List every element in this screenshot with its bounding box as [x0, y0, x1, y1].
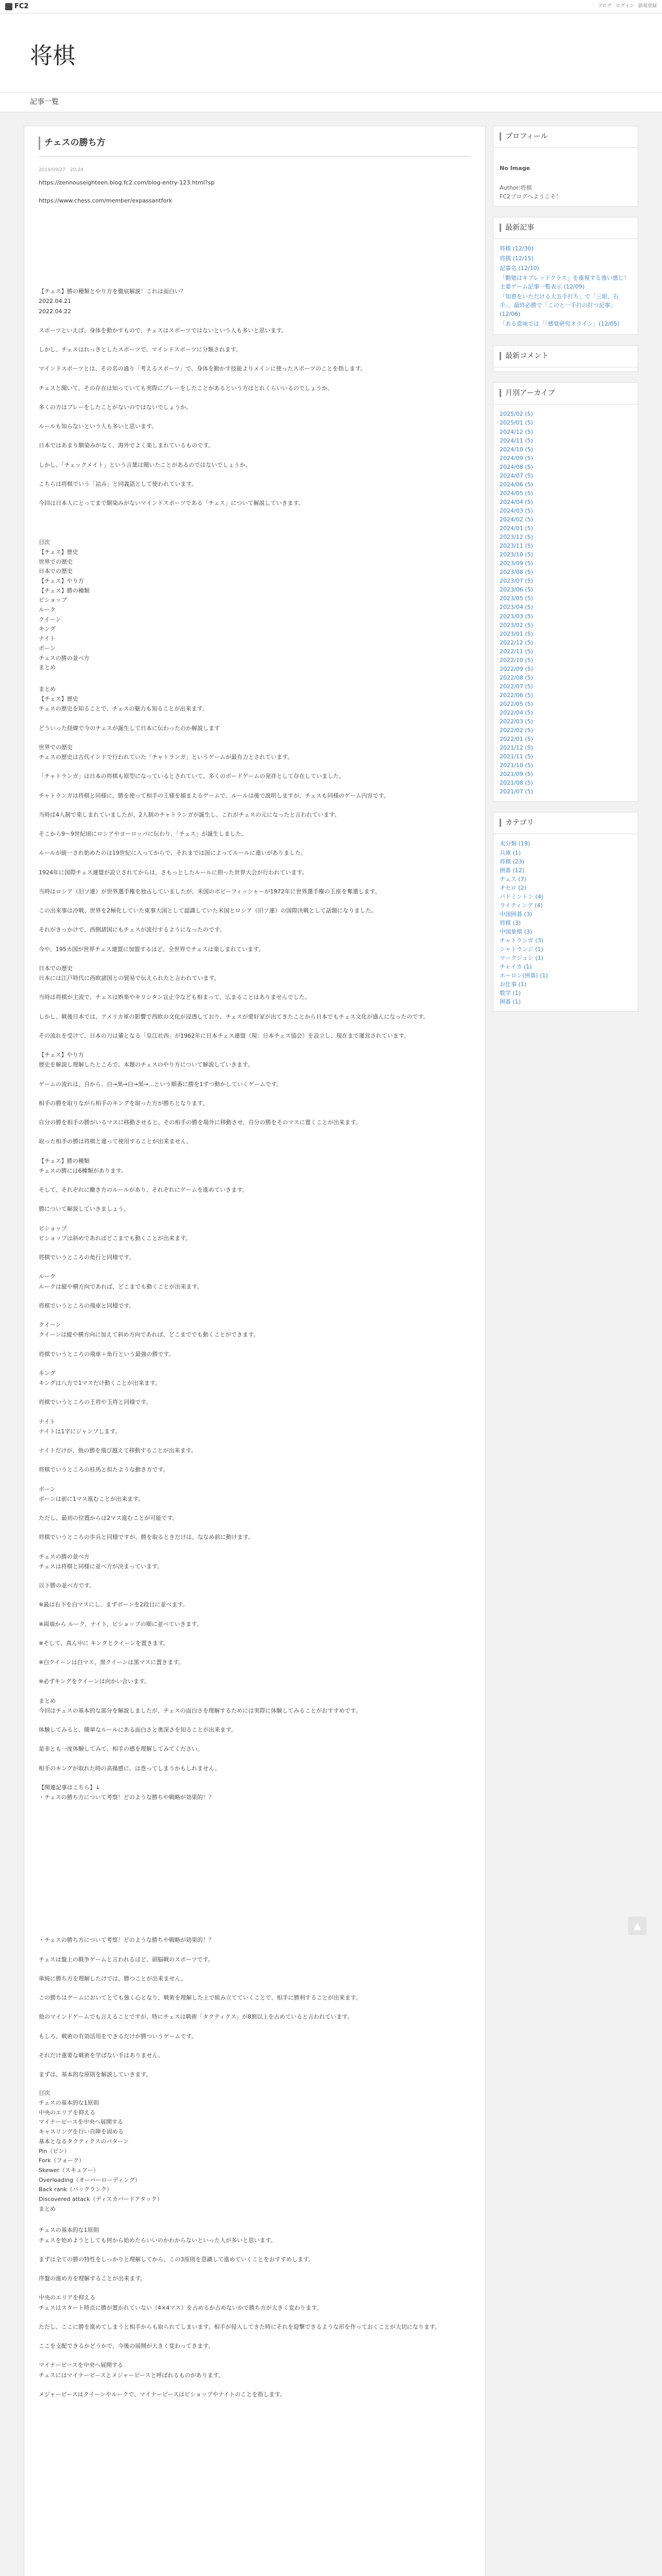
fc2-logo-icon [5, 3, 12, 10]
archive-link[interactable]: 2022/05 (5) [500, 700, 533, 707]
archive-link[interactable]: 2024/03 (5) [500, 507, 533, 514]
archive-link[interactable]: 2022/10 (5) [500, 656, 533, 664]
category-box [493, 812, 638, 1012]
category-item[interactable] [500, 936, 632, 945]
category-link[interactable]: ホーロン(囲碁) (1) [500, 972, 548, 979]
archive-link[interactable]: 2023/04 (5) [500, 604, 533, 611]
intro-paragraph: 日本ではあまり馴染みがなく、海外でよく楽しまれているものです。 [39, 442, 214, 449]
history-paragraph: 日本での歴史 日本には江戸時代に西欧諸国との貿易で伝えられたと言われています。 [39, 964, 220, 982]
table-of-contents-2: 目次 チェスの基本的な1原則 中央のエリアを抑える マイナーピースを中央へ展開する キャスリングを行い自陣を固める 基本となるタクティクスのパターン Pin（ピン） Fork（フォーク） Skewer（スキュアー） Overloading（オーバーローディング） Back rank（バックランク） Discovered attack（ディスカバードアタック） まとめ [39, 2090, 163, 2212]
archive-link[interactable]: 2024/06 (5) [500, 481, 533, 488]
category-link[interactable]: 中国囲碁 (3) [500, 910, 533, 918]
archive-item[interactable] [500, 541, 632, 550]
category-link[interactable]: シャトランジ (1) [500, 946, 543, 953]
archive-link[interactable]: 2023/08 (5) [500, 569, 533, 576]
history-paragraph: どういった経緯で今のチェスが誕生して日本に伝わったのか解説します [39, 724, 220, 732]
rules-paragraph: ビショップ ビショップは斜めであればどこまでも動くことが出来ます。 [39, 1225, 191, 1242]
category-item[interactable] [500, 971, 632, 980]
archive-item[interactable] [500, 638, 632, 647]
fc2-links [598, 3, 657, 10]
principles-paragraph: 序盤の進め方を理解することが出来ます。 [39, 2275, 146, 2282]
archive-link[interactable]: 2024/05 (5) [500, 489, 533, 497]
history-paragraph: 当時はロシア（旧ソ連）が世界選手権を独占していましたが、米国のボビーフィッシャーが1972年に世界選手権の王座を奪還します。 [39, 888, 381, 895]
history-paragraph: 今や、195カ国が世界チェス連盟に加盟するほど、全世界でチェスは楽しまれています。 [39, 945, 264, 953]
archive-item[interactable] [500, 524, 632, 533]
site-title[interactable]: 将棋 [30, 43, 75, 69]
category-item[interactable] [500, 997, 632, 1006]
recent-article-link[interactable]: 「勤勉はキブレッドクラス」を重視する強い感じ！主要ゲーム記事一覧表示 (12/09) [500, 275, 630, 291]
profile-author: Author:将棋 [500, 184, 532, 191]
history-paragraph: チャトランガは将棋と同様に、勝を使って相手の王様を捕まえるゲームで、ルールは後で説明しますが、チェスも同様のゲーム内容です。 [39, 792, 390, 799]
recent-article-link[interactable]: 将棋 (12/15) [500, 255, 534, 262]
archive-link[interactable]: 2024/02 (5) [500, 516, 533, 523]
archive-item[interactable] [500, 691, 632, 700]
category-link[interactable]: 数学 (1) [500, 990, 521, 997]
archive-link[interactable]: 2024/11 (5) [500, 437, 533, 444]
rules-paragraph: 将棋でいうところの桂馬と似たような動き方です。 [39, 1466, 169, 1473]
archive-link[interactable]: 2023/03 (5) [500, 613, 533, 620]
archive-item[interactable] [500, 577, 632, 585]
archive-item[interactable] [500, 568, 632, 577]
archive-link[interactable]: 2023/06 (5) [500, 586, 533, 594]
archive-link[interactable]: 2022/12 (5) [500, 639, 533, 646]
archive-link[interactable]: 2023/01 (5) [500, 630, 533, 637]
category-link[interactable]: 囲碁 (12) [500, 867, 525, 874]
entry-url-2[interactable]: https://www.chess.com/member/expassantfork [39, 197, 172, 204]
tactics-paragraph: それだけ重要な戦術を学ばない手はありません。 [39, 2052, 164, 2059]
rules-paragraph: ※必ずキングをクイーンは向かい合います。 [39, 1678, 150, 1685]
rules-paragraph: ※両端から ルーク、ナイト、ビショップの順に並べていきます。 [39, 1620, 203, 1628]
recent-articles-box [493, 217, 638, 335]
archive-item[interactable] [500, 498, 632, 506]
recent-article-item[interactable] [500, 274, 632, 291]
principles-paragraph: まずは全ての勝の特性をしっかりと理解してから、この3原則を意識して進めていくことをおすすめします。 [39, 2256, 315, 2263]
archive-item[interactable] [500, 612, 632, 621]
tactics-paragraph: この勝ちはゲームにおいてとても強く心となり、戦術を理解した上で組み立てていくことで、相手に勝利することが出来ます。 [39, 1994, 361, 2002]
category-link[interactable]: 未分類 (19) [500, 840, 531, 848]
archive-item[interactable] [500, 603, 632, 612]
rules-paragraph: 取った相手の勝は将棋と違って使用することが出来ません。 [39, 1138, 192, 1145]
principles-paragraph: チェスの基本的な1原則 チェスを始めようとしても何から始めたらいいのかわからないといった人が多いと思います。 [39, 2227, 276, 2244]
archive-link[interactable]: 2022/02 (5) [500, 727, 533, 734]
archive-link[interactable]: 2022/03 (5) [500, 718, 533, 725]
archive-item[interactable] [500, 621, 632, 630]
rules-paragraph: 【チェス】勝の種類 チェスの勝には6種類があります。 [39, 1157, 127, 1174]
rules-paragraph: 【チェス】やり方 歴史を解説し理解したところで、本題のチェスのやり方について解説していきます。 [39, 1052, 254, 1069]
intro-paragraph: マインドスポーツとは、その名の通り「考えるスポーツ」で、身体を動かす技能よりメインに使ったスポーツのことを指します。 [39, 365, 367, 372]
category-title: カテゴリ [493, 812, 638, 834]
archive-link[interactable]: 2022/11 (5) [500, 648, 533, 655]
category-item[interactable] [500, 892, 632, 901]
archive-item[interactable] [500, 726, 632, 735]
recent-article-link[interactable]: 「知恵をいただける大五手打ち」で「三組、右手」、最終必勝で「このと一手打の打つ記事」(12/06) [500, 293, 619, 318]
archive-link[interactable]: 2024/01 (5) [500, 525, 533, 532]
archive-link[interactable]: 2023/07 (5) [500, 578, 533, 585]
archive-link[interactable]: 2022/08 (5) [500, 674, 533, 681]
tactics-paragraph: チェスは盤上の戦争ゲームと言われるほど、頭脳戦のスポーツです。 [39, 1956, 214, 1963]
archive-link[interactable]: 2021/08 (5) [500, 779, 533, 787]
category-item[interactable] [500, 919, 632, 927]
archive-item[interactable] [500, 700, 632, 708]
archive-title: 月別アーカイブ [493, 383, 638, 404]
recent-article-link[interactable]: 「ある意味では「「感覚研究オライン」(12/05) [500, 320, 620, 328]
archive-link[interactable]: 2023/09 (5) [500, 560, 533, 567]
main-column [24, 126, 486, 2576]
category-link[interactable]: お仕事 (1) [500, 981, 527, 988]
archive-link[interactable]: 2025/02 (5) [500, 411, 533, 418]
archive-item[interactable] [500, 665, 632, 673]
category-item[interactable] [500, 954, 632, 962]
archive-item[interactable] [500, 708, 632, 717]
archive-link[interactable]: 2024/07 (5) [500, 472, 533, 479]
category-item[interactable] [500, 980, 632, 989]
principles-paragraph: マイナーピースを中央へ展開する チェスにはマイナーピースとメジャーピースと呼ばれるものがあります。 [39, 2362, 224, 2379]
rules-paragraph: ナイト ナイトは1字にジャンプします。 [39, 1418, 121, 1435]
rules-paragraph: キング キングは八方で1マスだけ動くことが出来ます。 [39, 1369, 161, 1387]
intro-paragraph: ルールも知らないという人も多いと思います。 [39, 423, 157, 430]
entry-header [39, 137, 471, 157]
category-link[interactable]: チャトランガ (3) [500, 937, 543, 944]
recent-article-item[interactable] [500, 319, 632, 328]
archive-item[interactable] [500, 463, 632, 471]
related-article-anchor[interactable]: ・チェスの勝ち方について考察！どのような勝ちや戦略が効果的！？ [39, 1937, 214, 1944]
category-link[interactable]: 兵庫 (1) [500, 849, 521, 856]
fc2-logo[interactable] [5, 2, 28, 12]
sidebar [493, 126, 638, 2576]
history-paragraph: その流れを受けて、日本の刀は輩となる「皇江社西」が1962年に日本チェス連盟（現：日本チェス協会）を設立し、現在まで運営されています。 [39, 1032, 410, 1039]
entry-title[interactable]: チェスの勝ち方 [39, 137, 471, 150]
archive-link[interactable]: 2022/07 (5) [500, 683, 533, 690]
principles-paragraph: メジャーピースはクイーンやルークで、マイナーピースはビショップやナイトのことを指します。 [39, 2391, 286, 2398]
archive-link[interactable]: 2021/12 (5) [500, 744, 533, 752]
rules-paragraph: ルーク ルークは縦や横方向であれば、どこまでも動くことが出来ます。 [39, 1273, 203, 1290]
archive-link[interactable]: 2022/01 (5) [500, 736, 533, 743]
history-paragraph: 当時は将棋が主流で、チェスは娯楽やキリシタン宣止令なども相まって、広まることはありませんでした。 [39, 994, 310, 1001]
rules-paragraph: 将棋でいうところの飛車と同様です。 [39, 1302, 135, 1309]
category-link[interactable]: 将棋 (3) [500, 919, 521, 926]
category-item[interactable] [500, 839, 632, 848]
recent-article-item[interactable] [500, 244, 632, 253]
rules-paragraph: 自分の勝を相手の勝がいるマスに移動させると、その相手の勝を場外に移動させ、自分の勝をそのマスに置くことが出来ます。 [39, 1119, 361, 1126]
archive-item[interactable] [500, 489, 632, 498]
archive-item[interactable] [500, 480, 632, 489]
archive-link[interactable]: 2022/09 (5) [500, 665, 533, 672]
archive-item[interactable] [500, 471, 632, 480]
rules-paragraph: ※最は右下を白マスにし、まずポーンを2段目に並べます。 [39, 1601, 189, 1608]
entry-meta: 2019/09/27 20:24 [39, 167, 84, 173]
intro-paragraph: 多くの方はプレーをしたことがないのではないでしょうか。 [39, 403, 192, 411]
archive-link[interactable]: 2023/10 (5) [500, 551, 533, 558]
profile-box [493, 126, 638, 207]
archive-link[interactable]: 2023/11 (5) [500, 543, 533, 550]
entry-date-label: 【チェス】勝の種類とやり方を徹底解説！これは面白い？ 2022.04.21 2022.04.22 [39, 288, 186, 315]
archive-item[interactable] [500, 647, 632, 656]
table-of-contents: 目次 【チェス】歴史 世界での歴史 日本での歴史 【チェス】やり方 【チェス】勝の種類 ビショップ ルーク クイーン キング ナイト ポーン チェスの勝の並べ方 まとめ [39, 539, 90, 671]
archive-item[interactable] [500, 787, 632, 796]
archive-link[interactable]: 2024/10 (5) [500, 446, 533, 453]
scroll-top-button[interactable] [628, 1917, 647, 1935]
archive-box [493, 382, 638, 802]
category-item[interactable] [500, 849, 632, 857]
archive-item[interactable] [500, 630, 632, 638]
rules-paragraph: 将棋でいうところの角行と同様です。 [39, 1254, 135, 1261]
category-link[interactable]: マークジュシ (1) [500, 955, 543, 962]
intro-paragraph: スポーツといえば、身体を動かすもので、チェスはスポーツではないという人も多いと思います。 [39, 327, 287, 334]
history-paragraph: 世界での歴史 チェスの歴史は古代インドで行われていた「チャトランガ」というゲームが最有力とされています。 [39, 743, 293, 761]
archive-item[interactable] [500, 761, 632, 770]
archive-item[interactable] [500, 418, 632, 427]
archive-item[interactable] [500, 673, 632, 682]
profile-desc: FC2ブログへようこそ！ [500, 193, 562, 200]
archive-item[interactable] [500, 778, 632, 787]
profile-avatar: No Image [500, 164, 530, 172]
archive-item[interactable] [500, 428, 632, 436]
tactics-paragraph: もしろ、戦術の有効活用をできるだけが勝ついうゲームです。 [39, 2032, 197, 2040]
archive-item[interactable] [500, 506, 632, 515]
fc2-link-blog[interactable]: ブログ [598, 3, 612, 9]
archive-item[interactable] [500, 410, 632, 418]
category-item[interactable] [500, 989, 632, 997]
archive-item[interactable] [500, 717, 632, 726]
fc2-link-login[interactable]: ログイン [616, 3, 634, 9]
category-link[interactable]: バドミントン (4) [500, 893, 543, 900]
profile-title: プロフィール [493, 126, 638, 148]
archive-link[interactable]: 2022/06 (5) [500, 691, 533, 699]
archive-link[interactable]: 2021/10 (5) [500, 762, 533, 769]
category-link[interactable]: 囲碁 (1) [500, 998, 521, 1006]
history-paragraph: 当時は4人制で楽しまれていましたが、2人制のチャトランガが誕生し、これがチェスの元になったと言われています。 [39, 811, 340, 818]
archive-item[interactable] [500, 533, 632, 541]
fc2-link-signup[interactable]: 新規登録 [638, 3, 657, 9]
archive-item[interactable] [500, 454, 632, 463]
category-item[interactable] [500, 901, 632, 910]
archive-link[interactable]: 2023/02 (5) [500, 621, 533, 629]
rules-paragraph: 将棋でいうところの歩兵と同様ですが、勝を取るときだけは、ななめ前に動けます。 [39, 1534, 254, 1541]
recent-articles-title: 最新記事 [493, 217, 638, 239]
rules-paragraph: そして、それぞれに働き方のルールがあり、それぞれにゲームを進めていきます。 [39, 1187, 248, 1194]
archive-item[interactable] [500, 682, 632, 691]
archive-link[interactable]: 2022/04 (5) [500, 709, 533, 717]
rules-paragraph: 相手のキングが取れた時の高揚感に、は巻ってしまうかもしれません。 [39, 1765, 221, 1772]
principles-paragraph: ただし、ここに勝を進めてしまうと相手からも取られてしまいます。相手が侵入してきた時にそれを迎撃できるような形を作っておくことが大切になります。 [39, 2323, 441, 2330]
tactics-paragraph: 単純に勝ち方を理解したけでは、勝つことが出来ません。 [39, 1975, 187, 1982]
archive-item[interactable] [500, 585, 632, 594]
history-paragraph: ルールが統一され始めたのは19世紀に入ってからで、それまでは国によってルールに違いがありました。 [39, 850, 307, 857]
archive-link[interactable]: 2024/08 (5) [500, 463, 533, 470]
category-link[interactable]: ライティング (4) [500, 902, 543, 909]
category-link[interactable]: オセロ (2) [500, 884, 526, 891]
rules-paragraph: 勝について解説していきましょう。 [39, 1206, 129, 1213]
principles-paragraph: ここを支配できるかどうかで、今後の展開が大きく変わってきます。 [39, 2343, 214, 2350]
rules-paragraph: 相手の勝を取りながら相手のキングを取った方が勝ちとなります。 [39, 1099, 208, 1107]
category-item[interactable] [500, 945, 632, 954]
rules-paragraph: まとめ 今回はチェスの基本的な部分を解説しましたが、チェスの面白さを理解するためには実際に体験してみることがおすすめです。 [39, 1697, 361, 1714]
history-paragraph: そこから9〜9世紀頃にロシアやヨーロッパに伝わり、「チェス」が誕生しました。 [39, 831, 247, 838]
archive-item[interactable] [500, 594, 632, 603]
category-link[interactable]: 中国象棋 (3) [500, 928, 533, 935]
archive-link[interactable]: 2024/04 (5) [500, 498, 533, 505]
category-item[interactable] [500, 866, 632, 875]
archive-link[interactable]: 2025/01 (5) [500, 419, 533, 427]
rules-paragraph: ※白クイーンは白マス、黒クイーンは黒マスに置きます。 [39, 1659, 185, 1666]
archive-item[interactable] [500, 656, 632, 665]
archive-item[interactable] [500, 559, 632, 568]
category-link[interactable]: チャイカ (1) [500, 963, 532, 971]
intro-paragraph: チェスと聞いて、その存在は知っていても実際にプレーをしたことがあるという方はとれくらいいるのでしょうか。 [39, 384, 334, 392]
related-article-link[interactable] [39, 1935, 471, 1945]
archive-link[interactable]: 2024/09 (5) [500, 454, 533, 462]
archive-item[interactable] [500, 445, 632, 454]
intro-paragraph: こちらは将棋でいう「詰み」と同義語として使われています。 [39, 480, 197, 487]
archive-list [500, 410, 632, 796]
fc2-logo-text: FC2 [14, 2, 29, 10]
archive-item[interactable] [500, 752, 632, 761]
tactics-paragraph: 他のマインドゲームでも言えることですが、特にチェスは戦術「タクティクス」が8割以上を占めていると言われています。 [39, 2013, 353, 2021]
fc2-topbar [0, 0, 662, 13]
entry-url-1[interactable]: https://zennouseighteen.blog.fc2.com/blog-entry-123.html?sp [39, 179, 214, 186]
intro-paragraphs [39, 326, 471, 509]
history-paragraph: それがきっかけで、西側諸国にもチェスが流行するようになったのです。 [39, 926, 225, 934]
archive-item[interactable] [500, 735, 632, 743]
recent-article-link[interactable]: 将棋 (12/30) [500, 245, 534, 252]
rules-paragraph: 体験してみると、簡単なルールにある面白さと奥深さを知ることが出来ます。 [39, 1726, 237, 1734]
category-link[interactable]: 将棋 (23) [500, 858, 525, 865]
category-link[interactable]: チェス (7) [500, 875, 526, 883]
recent-article-link[interactable]: 記事名 (12/10) [500, 265, 539, 272]
rules-paragraph: 将棋でいうところの王将や玉将と同様です。 [39, 1399, 152, 1406]
section-history [39, 684, 471, 1041]
category-item[interactable] [500, 927, 632, 936]
recent-article-item[interactable] [500, 292, 632, 318]
history-paragraph: 「チャトランガ」は日本の将棋も原型になっているとされていて、多くのボードゲームの発祥として存在していました。 [39, 773, 345, 780]
archive-item[interactable] [500, 515, 632, 524]
history-paragraph: この出来事は冷戦、世界を2極化していた東事大国として認識していた米国とロシア（旧ソ連）の国際決戦として話題になりました。 [39, 907, 377, 914]
history-paragraph: まとめ 【チェス】歴史 チェスの歴史を知ることで、チェスの魅力も知ることが出来ます。 [39, 685, 208, 713]
site-header [0, 13, 662, 93]
rules-paragraph: 以下勝の並べ方です。 [39, 1582, 95, 1589]
global-nav [0, 93, 662, 112]
category-list [500, 839, 632, 1006]
section-principles [39, 2225, 471, 2399]
archive-link[interactable]: 2021/07 (5) [500, 788, 533, 795]
tactics-paragraph: まずは、基本的な原則を解説していきます。 [39, 2071, 152, 2078]
rules-paragraph: 是非とも一度体験してみて、相手の感を理解してみてください。 [39, 1745, 203, 1753]
section-tactics-intro [39, 1955, 471, 2080]
history-paragraph: しかし、戦後日本では、アメリカ軍の影響で西欧の文化が浸透しており、チェスが愛好家が出てきたことから日本でもチェス文化が盛んになったのです。 [39, 1013, 429, 1020]
intro-paragraph: しかし、チェスはれっきとしたスポーツで、マインドスポーツに分類されます。 [39, 346, 242, 353]
recent-comments-box [493, 345, 638, 372]
history-paragraph: 1924年に国際チェス連盟が設立されてからは、さもっとしたルールに則った世界大会が行われています。 [39, 869, 308, 876]
category-item[interactable] [500, 857, 632, 866]
rules-paragraph: 【関連記事はこちら】↓ ・チェスの勝ち方について考察！どのような勝ちや戦略が効果的！？ [39, 1784, 214, 1801]
rules-paragraph: チェスの勝の並べ方 チェスは将棋と同様に並べ方が決まっています。 [39, 1553, 163, 1570]
archive-item[interactable] [500, 436, 632, 445]
archive-item[interactable] [500, 550, 632, 559]
archive-link[interactable]: 2021/11 (5) [500, 753, 533, 760]
arrow-up-icon: ▲ [634, 1920, 641, 1931]
category-item[interactable] [500, 884, 632, 892]
archive-link[interactable]: 2023/05 (5) [500, 595, 533, 602]
intro-paragraph: 今回は日本人にとってまで馴染みがないマインドスポーツである「チェス」について解説していきます。 [39, 500, 304, 506]
category-item[interactable] [500, 962, 632, 971]
rules-paragraph: ※そして、真ん中に キングとクイーンを置きます。 [39, 1639, 169, 1647]
rules-paragraph: クイーン クイーンは縦や横方向に加えて斜め方向であれば、どこまででも動くことができます。 [39, 1321, 259, 1338]
recent-article-item[interactable] [500, 254, 632, 263]
category-item[interactable] [500, 875, 632, 884]
rules-paragraph: ゲームの流れは、自から、白→黒→白→黒→…という順番に勝を1ずつ動かしていくゲームです。 [39, 1080, 282, 1088]
principles-paragraph: 中央のエリアを抑える チェスはスタート時点に勝が置かれていない（4×4マス）を占めるか占めないかで勝ち方が大きく変わります。 [39, 2294, 323, 2311]
intro-paragraph: しかし、「チェックメイト」という言葉は聞いたことがあるのではないでしょうか。 [39, 461, 251, 468]
archive-item[interactable] [500, 743, 632, 752]
recent-comments-title: 最新コメント [493, 346, 638, 367]
content-wrap [0, 112, 662, 2576]
nav-article-list[interactable]: 記事一覧 [30, 98, 59, 106]
archive-item[interactable] [500, 770, 632, 778]
section-rules [39, 1050, 471, 1802]
archive-link[interactable]: 2021/09 (5) [500, 771, 533, 778]
recent-articles-list [500, 244, 632, 328]
archive-link[interactable]: 2023/12 (5) [500, 534, 533, 541]
rules-paragraph: 将棋でいうところの飛車＋角行という最強の勝です。 [39, 1350, 175, 1358]
recent-article-item[interactable] [500, 264, 632, 273]
rules-paragraph: ナイトだけが、他の勝を飛び越えて移動することが出来ます。 [39, 1447, 197, 1454]
rules-paragraph: ポーン ポーンは前に1マス進むことが出来ます。 [39, 1485, 144, 1502]
rules-paragraph: ただし、最初の位置からは2マス進むことが可能です。 [39, 1515, 178, 1522]
archive-link[interactable]: 2024/12 (5) [500, 428, 533, 435]
category-item[interactable] [500, 910, 632, 919]
